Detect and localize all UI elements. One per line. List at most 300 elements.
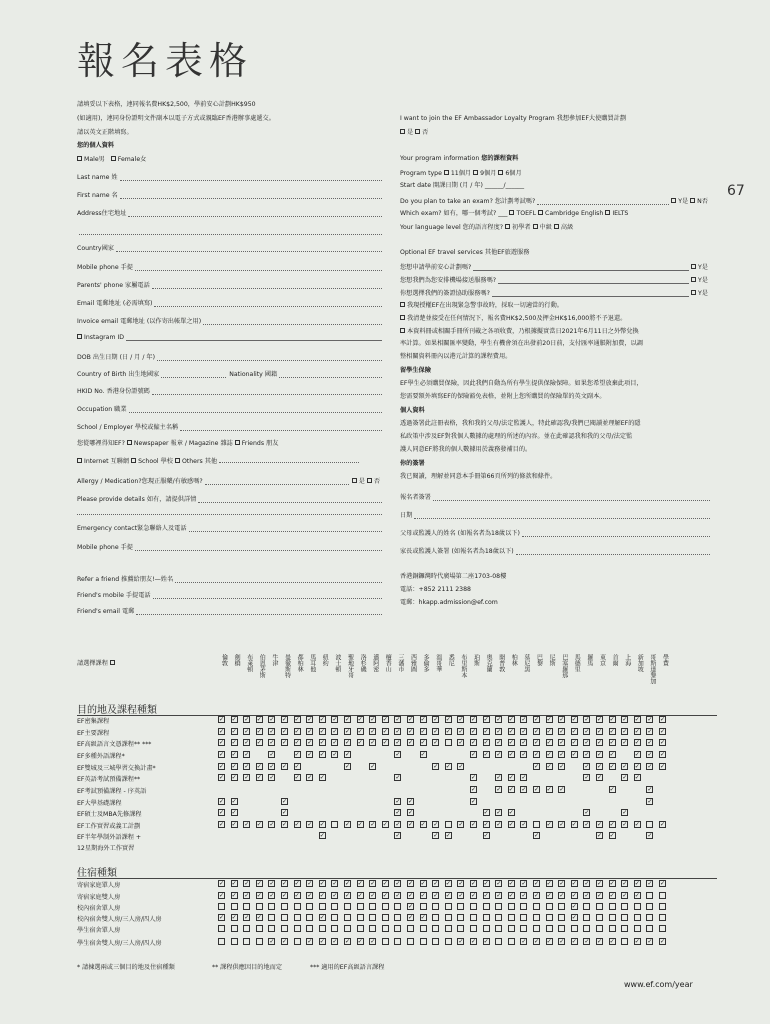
course-checkbox-checked[interactable]: ✓ [382, 739, 388, 746]
accommodation-checkbox-checked[interactable]: ✓ [231, 880, 237, 887]
accommodation-checkbox[interactable] [319, 903, 326, 910]
course-checkbox-checked[interactable]: ✓ [382, 821, 388, 828]
accommodation-checkbox-checked[interactable]: ✓ [559, 880, 565, 887]
ambassador-yes-checkbox[interactable] [400, 129, 405, 134]
parent-name-line[interactable] [522, 530, 710, 537]
course-checkbox-checked[interactable]: ✓ [395, 751, 401, 758]
accommodation-checkbox[interactable] [407, 938, 414, 945]
accommodation-checkbox[interactable] [634, 903, 641, 910]
course-checkbox-checked[interactable]: ✓ [609, 821, 615, 828]
course-checkbox-checked[interactable]: ✓ [584, 751, 590, 758]
course-checkbox-checked[interactable]: ✓ [307, 739, 313, 746]
course-checkbox-checked[interactable]: ✓ [408, 821, 414, 828]
course-checkbox-checked[interactable]: ✓ [382, 716, 388, 723]
accommodation-checkbox-checked[interactable]: ✓ [521, 880, 527, 887]
accommodation-checkbox[interactable] [243, 938, 250, 945]
accommodation-checkbox-checked[interactable]: ✓ [231, 892, 237, 899]
accommodation-checkbox[interactable] [596, 925, 603, 932]
accommodation-checkbox[interactable] [382, 903, 389, 910]
instagram-checkbox[interactable] [77, 334, 82, 339]
course-checkbox-checked[interactable]: ✓ [408, 716, 414, 723]
course-checkbox-checked[interactable]: ✓ [521, 774, 527, 781]
course-checkbox-checked[interactable]: ✓ [508, 728, 514, 735]
accommodation-checkbox[interactable] [634, 925, 641, 932]
accommodation-checkbox[interactable] [331, 925, 338, 932]
accommodation-checkbox[interactable] [583, 925, 590, 932]
course-checkbox-checked[interactable]: ✓ [508, 821, 514, 828]
course-checkbox-checked[interactable]: ✓ [294, 716, 300, 723]
accommodation-checkbox-checked[interactable]: ✓ [408, 880, 414, 887]
course-checkbox-checked[interactable]: ✓ [546, 786, 552, 793]
details-2-line[interactable] [77, 508, 382, 515]
accommodation-checkbox-checked[interactable]: ✓ [571, 892, 577, 899]
course-checkbox-checked[interactable]: ✓ [647, 728, 653, 735]
course-checkbox-checked[interactable]: ✓ [294, 751, 300, 758]
course-checkbox-checked[interactable]: ✓ [647, 786, 653, 793]
course-checkbox-checked[interactable]: ✓ [584, 774, 590, 781]
course-checkbox-checked[interactable]: ✓ [597, 774, 603, 781]
accommodation-checkbox[interactable] [646, 903, 653, 910]
course-checkbox-checked[interactable]: ✓ [609, 786, 615, 793]
accommodation-checkbox[interactable] [256, 938, 263, 945]
accommodation-checkbox[interactable] [483, 903, 490, 910]
accommodation-checkbox[interactable] [218, 903, 225, 910]
accommodation-checkbox-checked[interactable]: ✓ [307, 892, 313, 899]
course-checkbox-checked[interactable]: ✓ [307, 728, 313, 735]
course-checkbox-checked[interactable]: ✓ [433, 821, 439, 828]
accommodation-checkbox[interactable] [508, 925, 515, 932]
accommodation-checkbox[interactable] [231, 903, 238, 910]
course-checkbox-checked[interactable]: ✓ [597, 832, 603, 839]
accommodation-checkbox-checked[interactable]: ✓ [382, 892, 388, 899]
accommodation-checkbox[interactable] [306, 903, 313, 910]
course-checkbox-checked[interactable]: ✓ [559, 739, 565, 746]
accommodation-checkbox-checked[interactable]: ✓ [471, 880, 477, 887]
course-checkbox-checked[interactable]: ✓ [231, 809, 237, 816]
accommodation-checkbox[interactable] [546, 914, 553, 921]
female-checkbox[interactable] [111, 156, 116, 161]
accommodation-checkbox[interactable] [306, 914, 313, 921]
course-checkbox-checked[interactable]: ✓ [496, 809, 502, 816]
accommodation-checkbox-checked[interactable]: ✓ [622, 892, 628, 899]
accommodation-checkbox[interactable] [281, 903, 288, 910]
course-checkbox-checked[interactable]: ✓ [584, 763, 590, 770]
course-checkbox-checked[interactable]: ✓ [219, 821, 225, 828]
course-checkbox-checked[interactable]: ✓ [622, 716, 628, 723]
course-checkbox-checked[interactable]: ✓ [307, 821, 313, 828]
accommodation-checkbox[interactable] [382, 925, 389, 932]
accommodation-checkbox-checked[interactable]: ✓ [219, 880, 225, 887]
course-checkbox-checked[interactable]: ✓ [307, 751, 313, 758]
consent-1-checkbox[interactable] [400, 302, 405, 307]
accommodation-checkbox[interactable] [420, 903, 427, 910]
accommodation-checkbox-checked[interactable]: ✓ [609, 938, 615, 945]
accommodation-checkbox-checked[interactable]: ✓ [597, 880, 603, 887]
course-checkbox-checked[interactable]: ✓ [282, 821, 288, 828]
accommodation-checkbox-checked[interactable]: ✓ [546, 938, 552, 945]
course-checkbox-checked[interactable]: ✓ [357, 739, 363, 746]
accommodation-checkbox-checked[interactable]: ✓ [584, 892, 590, 899]
accommodation-checkbox[interactable] [369, 925, 376, 932]
course-checkbox-checked[interactable]: ✓ [609, 716, 615, 723]
accommodation-checkbox[interactable] [394, 914, 401, 921]
accommodation-checkbox-checked[interactable]: ✓ [408, 903, 414, 910]
course-checkbox-checked[interactable]: ✓ [483, 809, 489, 816]
course-checkbox-checked[interactable]: ✓ [471, 751, 477, 758]
accommodation-checkbox-checked[interactable]: ✓ [332, 892, 338, 899]
accommodation-checkbox[interactable] [407, 925, 414, 932]
accommodation-checkbox-checked[interactable]: ✓ [609, 880, 615, 887]
course-checkbox-checked[interactable]: ✓ [357, 716, 363, 723]
accommodation-checkbox-checked[interactable]: ✓ [571, 938, 577, 945]
first-name-line[interactable] [120, 192, 382, 199]
course-checkbox-checked[interactable]: ✓ [370, 728, 376, 735]
accommodation-checkbox-checked[interactable]: ✓ [357, 880, 363, 887]
country-line[interactable] [116, 245, 382, 252]
course-checkbox-checked[interactable]: ✓ [546, 751, 552, 758]
accommodation-checkbox[interactable] [394, 938, 401, 945]
course-checkbox-checked[interactable]: ✓ [483, 751, 489, 758]
course-checkbox-checked[interactable]: ✓ [319, 751, 325, 758]
course-checkbox-checked[interactable]: ✓ [559, 821, 565, 828]
accommodation-checkbox-checked[interactable]: ✓ [483, 892, 489, 899]
course-checkbox-checked[interactable]: ✓ [408, 739, 414, 746]
course-checkbox-checked[interactable]: ✓ [660, 763, 666, 770]
course-checkbox-checked[interactable]: ✓ [219, 751, 225, 758]
accommodation-checkbox-checked[interactable]: ✓ [433, 892, 439, 899]
course-checkbox-checked[interactable]: ✓ [269, 751, 275, 758]
accommodation-checkbox-checked[interactable]: ✓ [508, 892, 514, 899]
accommodation-checkbox[interactable] [445, 903, 452, 910]
accommodation-checkbox[interactable] [520, 903, 527, 910]
course-checkbox-checked[interactable]: ✓ [307, 774, 313, 781]
course-checkbox-checked[interactable]: ✓ [269, 728, 275, 735]
course-checkbox-checked[interactable]: ✓ [471, 774, 477, 781]
accommodation-checkbox[interactable] [331, 914, 338, 921]
newspaper-checkbox[interactable] [127, 440, 132, 445]
course-checkbox-checked[interactable]: ✓ [534, 832, 540, 839]
accommodation-checkbox-checked[interactable]: ✓ [408, 914, 414, 921]
accommodation-checkbox-checked[interactable]: ✓ [395, 880, 401, 887]
accommodation-checkbox-checked[interactable]: ✓ [319, 914, 325, 921]
accommodation-checkbox-checked[interactable]: ✓ [622, 880, 628, 887]
accommodation-checkbox-checked[interactable]: ✓ [256, 914, 262, 921]
refer-mobile-line[interactable] [153, 592, 382, 599]
course-checkbox-checked[interactable]: ✓ [622, 763, 628, 770]
course-checkbox-checked[interactable]: ✓ [597, 763, 603, 770]
accommodation-checkbox-checked[interactable]: ✓ [282, 880, 288, 887]
course-checkbox-checked[interactable]: ✓ [609, 728, 615, 735]
accommodation-checkbox[interactable] [382, 914, 389, 921]
course-checkbox-checked[interactable]: ✓ [622, 821, 628, 828]
course-checkbox-checked[interactable]: ✓ [609, 739, 615, 746]
course-checkbox-checked[interactable]: ✓ [660, 739, 666, 746]
accommodation-checkbox[interactable] [294, 903, 301, 910]
accommodation-checkbox[interactable] [432, 938, 439, 945]
course-checkbox-checked[interactable]: ✓ [244, 763, 250, 770]
accommodation-checkbox[interactable] [420, 925, 427, 932]
course-checkbox-checked[interactable]: ✓ [634, 763, 640, 770]
accommodation-checkbox[interactable] [218, 925, 225, 932]
optional-q3-checkbox[interactable] [691, 290, 696, 295]
accommodation-checkbox[interactable] [457, 914, 464, 921]
accommodation-checkbox-checked[interactable]: ✓ [269, 880, 275, 887]
course-checkbox-checked[interactable]: ✓ [496, 821, 502, 828]
course-checkbox-checked[interactable]: ✓ [294, 774, 300, 781]
accommodation-checkbox-checked[interactable]: ✓ [571, 914, 577, 921]
accommodation-checkbox[interactable] [533, 903, 540, 910]
accommodation-checkbox[interactable] [281, 914, 288, 921]
course-checkbox-checked[interactable]: ✓ [647, 763, 653, 770]
toefl-checkbox[interactable] [509, 210, 514, 215]
accommodation-checkbox[interactable] [243, 925, 250, 932]
course-checkbox-checked[interactable]: ✓ [332, 751, 338, 758]
course-checkbox-checked[interactable]: ✓ [345, 763, 351, 770]
course-checkbox-checked[interactable]: ✓ [571, 821, 577, 828]
accommodation-checkbox[interactable] [659, 925, 666, 932]
course-checkbox-checked[interactable]: ✓ [571, 751, 577, 758]
accommodation-checkbox[interactable] [457, 925, 464, 932]
course-checkbox-checked[interactable]: ✓ [244, 716, 250, 723]
course-checkbox-checked[interactable]: ✓ [345, 821, 351, 828]
accommodation-checkbox[interactable] [609, 925, 616, 932]
accommodation-checkbox-checked[interactable]: ✓ [634, 892, 640, 899]
course-checkbox-checked[interactable]: ✓ [483, 832, 489, 839]
course-checkbox-checked[interactable]: ✓ [319, 739, 325, 746]
optional-q1-checkbox[interactable] [691, 264, 696, 269]
accommodation-checkbox[interactable] [583, 914, 590, 921]
ambassador-no-checkbox[interactable] [415, 129, 420, 134]
course-checkbox-checked[interactable]: ✓ [508, 716, 514, 723]
course-checkbox-checked[interactable]: ✓ [647, 832, 653, 839]
course-checkbox-checked[interactable]: ✓ [269, 716, 275, 723]
course-checkbox-checked[interactable]: ✓ [622, 809, 628, 816]
course-checkbox-checked[interactable]: ✓ [345, 716, 351, 723]
course-checkbox-checked[interactable]: ✓ [571, 728, 577, 735]
school-employer-line[interactable] [180, 424, 382, 431]
accommodation-checkbox-checked[interactable]: ✓ [584, 938, 590, 945]
course-checkbox-checked[interactable]: ✓ [483, 716, 489, 723]
course-checkbox-checked[interactable]: ✓ [357, 821, 363, 828]
course-checkbox-checked[interactable]: ✓ [471, 821, 477, 828]
course-checkbox-checked[interactable]: ✓ [597, 716, 603, 723]
accommodation-checkbox[interactable] [432, 925, 439, 932]
course-checkbox-checked[interactable]: ✓ [408, 728, 414, 735]
course-checkbox[interactable] [533, 821, 540, 828]
course-checkbox[interactable] [445, 821, 452, 828]
accommodation-checkbox-checked[interactable]: ✓ [231, 914, 237, 921]
accommodation-checkbox-checked[interactable]: ✓ [508, 880, 514, 887]
accommodation-checkbox-checked[interactable]: ✓ [357, 892, 363, 899]
accommodation-checkbox-checked[interactable]: ✓ [319, 892, 325, 899]
accommodation-checkbox-checked[interactable]: ✓ [269, 892, 275, 899]
address-line[interactable] [128, 210, 382, 217]
course-checkbox-checked[interactable]: ✓ [559, 763, 565, 770]
course-checkbox-checked[interactable]: ✓ [231, 716, 237, 723]
course-checkbox-checked[interactable]: ✓ [622, 728, 628, 735]
accommodation-checkbox[interactable] [319, 925, 326, 932]
consent-2-checkbox[interactable] [400, 315, 405, 320]
course-checkbox-checked[interactable]: ✓ [496, 774, 502, 781]
accommodation-checkbox-checked[interactable]: ✓ [319, 938, 325, 945]
optional-q2-checkbox[interactable] [691, 277, 696, 282]
course-checkbox-checked[interactable]: ✓ [244, 751, 250, 758]
accommodation-checkbox-checked[interactable]: ✓ [345, 880, 351, 887]
course-checkbox-checked[interactable]: ✓ [219, 728, 225, 735]
course-checkbox-checked[interactable]: ✓ [319, 832, 325, 839]
nationality-line[interactable] [279, 371, 382, 378]
course-checkbox-checked[interactable]: ✓ [357, 728, 363, 735]
course-checkbox-checked[interactable]: ✓ [660, 716, 666, 723]
refer-name-line[interactable] [175, 576, 382, 583]
accommodation-checkbox-checked[interactable]: ✓ [256, 892, 262, 899]
course-checkbox-checked[interactable]: ✓ [231, 739, 237, 746]
course-checkbox-checked[interactable]: ✓ [395, 798, 401, 805]
accommodation-checkbox[interactable] [495, 925, 502, 932]
accommodation-checkbox-checked[interactable]: ✓ [420, 914, 426, 921]
course-checkbox-checked[interactable]: ✓ [244, 774, 250, 781]
accommodation-checkbox[interactable] [483, 925, 490, 932]
accommodation-checkbox-checked[interactable]: ✓ [483, 880, 489, 887]
accommodation-checkbox[interactable] [357, 903, 364, 910]
course-checkbox-checked[interactable]: ✓ [319, 716, 325, 723]
course-checkbox-checked[interactable]: ✓ [660, 728, 666, 735]
accommodation-checkbox-checked[interactable]: ✓ [370, 938, 376, 945]
accommodation-checkbox[interactable] [533, 914, 540, 921]
course-checkbox-checked[interactable]: ✓ [445, 728, 451, 735]
accommodation-checkbox-checked[interactable]: ✓ [471, 938, 477, 945]
course-checkbox-checked[interactable]: ✓ [622, 739, 628, 746]
accommodation-checkbox[interactable] [470, 925, 477, 932]
applicant-signature-line[interactable] [433, 494, 710, 501]
course-checkbox-checked[interactable]: ✓ [584, 809, 590, 816]
course-checkbox-checked[interactable]: ✓ [282, 728, 288, 735]
accommodation-checkbox[interactable] [596, 903, 603, 910]
parents-phone-line[interactable] [152, 282, 382, 289]
accommodation-checkbox-checked[interactable]: ✓ [660, 938, 666, 945]
others-checkbox[interactable] [175, 458, 180, 463]
course-checkbox-checked[interactable]: ✓ [508, 751, 514, 758]
refer-email-line[interactable] [136, 608, 382, 615]
course-checkbox-checked[interactable]: ✓ [634, 728, 640, 735]
course-checkbox-checked[interactable]: ✓ [521, 751, 527, 758]
course-checkbox-checked[interactable]: ✓ [496, 751, 502, 758]
accommodation-checkbox[interactable] [420, 938, 427, 945]
course-checkbox-checked[interactable]: ✓ [408, 798, 414, 805]
course-checkbox-checked[interactable]: ✓ [420, 751, 426, 758]
course-checkbox-checked[interactable]: ✓ [395, 739, 401, 746]
accommodation-checkbox-checked[interactable]: ✓ [294, 880, 300, 887]
accommodation-checkbox[interactable] [369, 914, 376, 921]
course-checkbox-checked[interactable]: ✓ [408, 809, 414, 816]
accommodation-checkbox-checked[interactable]: ✓ [458, 880, 464, 887]
course-checkbox-checked[interactable]: ✓ [332, 728, 338, 735]
course-checkbox-checked[interactable]: ✓ [256, 821, 262, 828]
hkid-line[interactable] [152, 388, 382, 395]
accommodation-checkbox[interactable] [357, 914, 364, 921]
accommodation-checkbox[interactable] [646, 914, 653, 921]
accommodation-checkbox-checked[interactable]: ✓ [345, 892, 351, 899]
course-checkbox-checked[interactable]: ✓ [597, 751, 603, 758]
accommodation-checkbox-checked[interactable]: ✓ [332, 938, 338, 945]
accommodation-checkbox-checked[interactable]: ✓ [534, 938, 540, 945]
accommodation-checkbox[interactable] [659, 892, 666, 899]
program-6-checkbox[interactable] [498, 170, 503, 175]
course-checkbox-checked[interactable]: ✓ [584, 728, 590, 735]
course-checkbox-checked[interactable]: ✓ [458, 716, 464, 723]
course-checkbox-checked[interactable]: ✓ [294, 739, 300, 746]
course-checkbox-checked[interactable]: ✓ [319, 728, 325, 735]
course-checkbox-checked[interactable]: ✓ [521, 739, 527, 746]
course-checkbox-checked[interactable]: ✓ [256, 739, 262, 746]
course-checkbox-checked[interactable]: ✓ [521, 821, 527, 828]
accommodation-checkbox[interactable] [231, 938, 238, 945]
course-checkbox-checked[interactable]: ✓ [471, 798, 477, 805]
accommodation-checkbox[interactable] [483, 914, 490, 921]
course-checkbox-checked[interactable]: ✓ [546, 728, 552, 735]
course-checkbox-checked[interactable]: ✓ [609, 751, 615, 758]
course-checkbox-checked[interactable]: ✓ [332, 716, 338, 723]
course-checkbox-checked[interactable]: ✓ [256, 763, 262, 770]
accommodation-checkbox-checked[interactable]: ✓ [382, 880, 388, 887]
course-checkbox-checked[interactable]: ✓ [282, 763, 288, 770]
exam-line[interactable] [537, 198, 669, 205]
course-checkbox-checked[interactable]: ✓ [534, 763, 540, 770]
accommodation-checkbox-checked[interactable]: ✓ [521, 938, 527, 945]
accommodation-checkbox[interactable] [596, 914, 603, 921]
accommodation-checkbox-checked[interactable]: ✓ [357, 938, 363, 945]
advanced-checkbox[interactable] [554, 224, 559, 229]
beginner-checkbox[interactable] [505, 224, 510, 229]
course-checkbox-checked[interactable]: ✓ [269, 774, 275, 781]
course-checkbox-checked[interactable]: ✓ [395, 809, 401, 816]
school-checkbox[interactable] [131, 458, 136, 463]
course-checkbox-checked[interactable]: ✓ [433, 763, 439, 770]
course-checkbox-checked[interactable]: ✓ [496, 739, 502, 746]
start-date[interactable]: Start date 開課日期 (月 / 年) ______/______ [400, 182, 525, 189]
course-checkbox-checked[interactable]: ✓ [634, 751, 640, 758]
accommodation-checkbox-checked[interactable]: ✓ [319, 880, 325, 887]
accommodation-checkbox[interactable] [609, 903, 616, 910]
course-checkbox-checked[interactable]: ✓ [244, 728, 250, 735]
course-checkbox-checked[interactable]: ✓ [458, 728, 464, 735]
allergy-yes-checkbox[interactable] [352, 478, 357, 483]
accommodation-checkbox[interactable] [256, 925, 263, 932]
accommodation-checkbox-checked[interactable]: ✓ [408, 892, 414, 899]
address-2-line[interactable] [79, 228, 382, 235]
course-checkbox-checked[interactable]: ✓ [370, 716, 376, 723]
course-checkbox-checked[interactable]: ✓ [534, 716, 540, 723]
course-checkbox-checked[interactable]: ✓ [433, 739, 439, 746]
course-checkbox-checked[interactable]: ✓ [231, 751, 237, 758]
accommodation-checkbox-checked[interactable]: ✓ [483, 938, 489, 945]
accommodation-checkbox[interactable] [609, 914, 616, 921]
accommodation-checkbox[interactable] [508, 914, 515, 921]
course-checkbox-checked[interactable]: ✓ [458, 763, 464, 770]
course-checkbox-checked[interactable]: ✓ [508, 774, 514, 781]
course-checkbox-checked[interactable]: ✓ [483, 739, 489, 746]
accommodation-checkbox-checked[interactable]: ✓ [256, 880, 262, 887]
accommodation-checkbox[interactable] [306, 925, 313, 932]
accommodation-checkbox-checked[interactable]: ✓ [282, 938, 288, 945]
accommodation-checkbox-checked[interactable]: ✓ [647, 880, 653, 887]
accommodation-checkbox[interactable] [470, 914, 477, 921]
course-checkbox-checked[interactable]: ✓ [420, 728, 426, 735]
last-name-line[interactable] [120, 174, 382, 181]
course-checkbox-checked[interactable]: ✓ [433, 832, 439, 839]
accommodation-checkbox[interactable] [558, 925, 565, 932]
course-checkbox-checked[interactable]: ✓ [534, 739, 540, 746]
